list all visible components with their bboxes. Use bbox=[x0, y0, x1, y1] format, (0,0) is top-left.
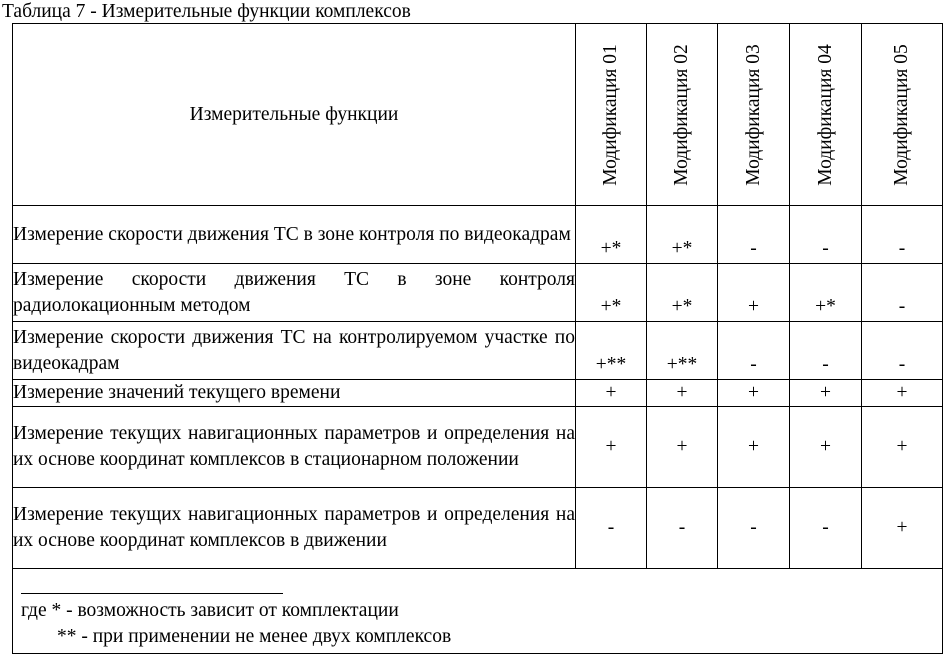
row-value: + bbox=[862, 407, 943, 488]
row-value: - bbox=[718, 322, 790, 380]
row-value: + bbox=[576, 407, 647, 488]
table-row bbox=[13, 488, 943, 569]
footnote-cell bbox=[13, 569, 943, 654]
header-mod-04 bbox=[790, 24, 862, 206]
table-row bbox=[13, 322, 943, 380]
header-mod-03-label: Модификация 03 bbox=[742, 43, 764, 186]
table-row bbox=[13, 380, 943, 407]
row-value: + bbox=[790, 380, 862, 407]
table-row bbox=[13, 264, 943, 322]
row-value: + bbox=[718, 264, 790, 322]
header-functions: Измерительные функции bbox=[13, 24, 576, 206]
header-mod-02 bbox=[647, 24, 718, 206]
row-value: +* bbox=[790, 264, 862, 322]
row-label: Измерение значений текущего времени bbox=[13, 380, 576, 407]
row-label: Измерение скорости движения ТС в зоне контроля радиолокационным методом bbox=[13, 264, 576, 322]
header-mod-05 bbox=[862, 24, 943, 206]
measurement-functions-table bbox=[12, 23, 943, 654]
row-value: +* bbox=[647, 264, 718, 322]
row-value: + bbox=[576, 380, 647, 407]
header-mod-01 bbox=[576, 24, 647, 206]
header-mod-01-label: Модификация 01 bbox=[600, 43, 621, 186]
row-value: + bbox=[862, 380, 943, 407]
row-label: Измерение скорости движения ТС на контролируемом участке по видеокадрам bbox=[13, 322, 576, 380]
row-value: + bbox=[647, 407, 718, 488]
row-value: + bbox=[647, 380, 718, 407]
row-value: - bbox=[790, 488, 862, 569]
footnote-divider bbox=[21, 593, 283, 594]
header-mod-05-label: Модификация 05 bbox=[891, 43, 912, 186]
row-label: Измерение текущих навигационных параметров и определения на их основе координат комплексов в движении bbox=[13, 488, 576, 569]
row-value: + bbox=[718, 380, 790, 407]
row-value: - bbox=[862, 322, 943, 380]
table-caption: Таблица 7 - Измерительные функции комплексов bbox=[2, 1, 411, 22]
row-value: - bbox=[862, 264, 943, 322]
table-row bbox=[13, 206, 943, 264]
row-label: Измерение скорости движения ТС в зоне контроля по видеокадрам bbox=[13, 206, 576, 264]
row-value: +* bbox=[576, 206, 647, 264]
row-value: +** bbox=[576, 322, 647, 380]
row-value: - bbox=[790, 206, 862, 264]
footnote-row bbox=[13, 569, 943, 654]
row-value: - bbox=[576, 488, 647, 569]
row-value: + bbox=[718, 407, 790, 488]
table-header-row bbox=[13, 24, 943, 206]
header-mod-03 bbox=[718, 24, 790, 206]
row-label: Измерение текущих навигационных параметров и определения на их основе координат комплексов в стационарном положении bbox=[13, 407, 576, 488]
row-value: - bbox=[862, 206, 943, 264]
row-value: +* bbox=[647, 206, 718, 264]
row-value: - bbox=[647, 488, 718, 569]
row-value: +** bbox=[647, 322, 718, 380]
table-row bbox=[13, 407, 943, 488]
footnote-1: где * - возможность зависит от комплектации bbox=[21, 600, 399, 621]
header-mod-04-label: Модификация 04 bbox=[814, 43, 836, 186]
row-value: +* bbox=[576, 264, 647, 322]
row-value: + bbox=[862, 488, 943, 569]
footnote-2: ** - при применении не менее двух комплексов bbox=[57, 626, 452, 647]
row-value: - bbox=[718, 206, 790, 264]
header-mod-02-label: Модификация 02 bbox=[671, 43, 692, 186]
row-value: + bbox=[790, 407, 862, 488]
row-value: - bbox=[718, 488, 790, 569]
row-value: - bbox=[790, 322, 862, 380]
